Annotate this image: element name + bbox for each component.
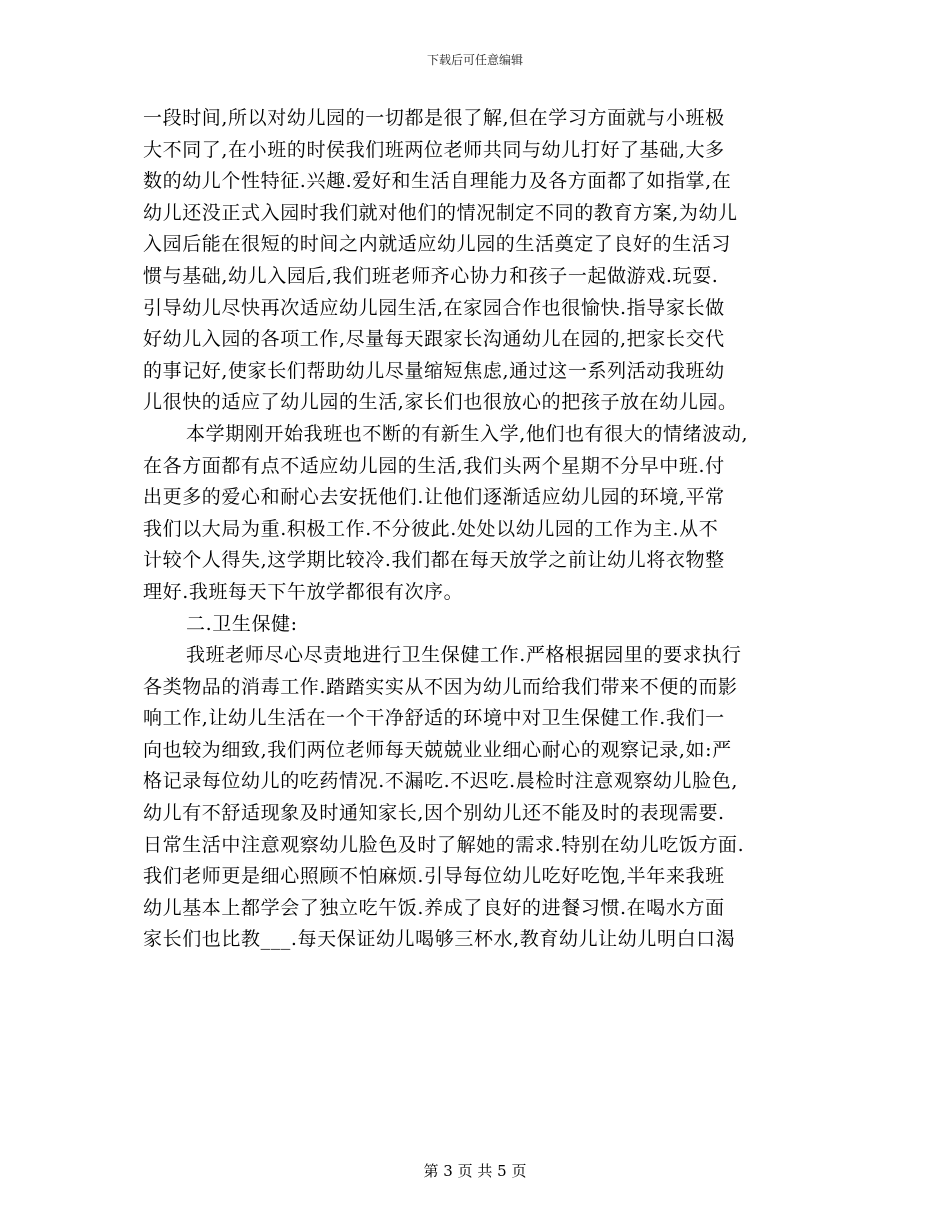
page-header: 下载后可任意编辑 bbox=[426, 53, 523, 67]
text-line: 入园后能在很短的时间之内就适应幼儿园的生活奠定了良好的生活习 bbox=[143, 233, 732, 256]
section-heading-text: 二.卫生保健: bbox=[186, 612, 298, 635]
text-line: 各类物品的消毒工作.踏踏实实从不因为幼儿而给我们带来不便的而影 bbox=[143, 675, 738, 698]
text-line: 家长们也比教___.每天保证幼儿喝够三杯水,教育幼儿让幼儿明白口渴 bbox=[143, 928, 736, 951]
text-line: 惯与基础,幼儿入园后,我们班老师齐心协力和孩子一起做游戏.玩耍. bbox=[143, 264, 719, 287]
text-line: 幼儿有不舒适现象及时通知家长,因个别幼儿还不能及时的表现需要. bbox=[143, 802, 725, 825]
text-line: 我班老师尽心尽责地进行卫生保健工作.严格根据园里的要求执行 bbox=[186, 644, 742, 667]
text-line: 大不同了,在小班的时侯我们班两位老师共同与幼儿打好了基础,大多 bbox=[143, 138, 725, 161]
section-heading bbox=[143, 609, 815, 641]
text-line: 格记录每位幼儿的吃药情况.不漏吃.不迟吃.晨检时注意观察幼儿脸色, bbox=[143, 770, 738, 793]
text-line: 引导幼儿尽快再次适应幼儿园生活,在家园合作也很愉快.指导家长做 bbox=[143, 296, 725, 319]
text-line: 计较个人得失,这学期比较冷.我们都在每天放学之前让幼儿将衣物整 bbox=[143, 549, 725, 572]
text-line: 理好.我班每天下午放学都很有次序。 bbox=[143, 580, 464, 603]
page-footer: 第 3 页 共 5 页 bbox=[423, 1162, 527, 1180]
text-line: 响工作,让幼儿生活在一个干净舒适的环境中对卫生保健工作.我们一 bbox=[143, 707, 725, 730]
paragraph bbox=[143, 419, 815, 609]
text-line: 本学期刚开始我班也不断的有新生入学,他们也有很大的情绪波动, bbox=[186, 422, 749, 445]
text-line: 我们以大局为重.积极工作.不分彼此.处处以幼儿园的工作为主.从不 bbox=[143, 517, 719, 540]
document-body bbox=[143, 103, 815, 956]
paragraph bbox=[143, 103, 815, 419]
text-line: 数的幼儿个性特征.兴趣.爱好和生活自理能力及各方面都了如指掌,在 bbox=[143, 170, 732, 193]
text-line: 日常生活中注意观察幼儿脸色及时了解她的需求.特别在幼儿吃饭方面. bbox=[143, 833, 745, 856]
text-line: 我们老师更是细心照顾不怕麻烦.引导每位幼儿吃好吃饱,半年来我班 bbox=[143, 865, 725, 888]
text-line: 幼儿基本上都学会了独立吃午饭.养成了良好的进餐习惯.在喝水方面 bbox=[143, 896, 725, 919]
text-line: 的事记好,使家长们帮助幼儿尽量缩短焦虑,通过这一系列活动我班幼 bbox=[143, 359, 725, 382]
text-line: 幼儿还没正式入园时我们就对他们的情况制定不同的教育方案,为幼儿 bbox=[143, 201, 738, 224]
text-line: 好幼儿入园的各项工作,尽量每天跟家长沟通幼儿在园的,把家长交代 bbox=[143, 328, 725, 351]
text-line: 在各方面都有点不适应幼儿园的生活,我们头两个星期不分早中班.付 bbox=[143, 454, 725, 477]
text-line: 儿很快的适应了幼儿园的生活,家长们也很放心的把孩子放在幼儿园。 bbox=[143, 391, 738, 414]
paragraph bbox=[143, 640, 815, 956]
text-line: 向也较为细致,我们两位老师每天兢兢业业细心耐心的观察记录,如:严 bbox=[143, 738, 732, 761]
text-line: 出更多的爱心和耐心去安抚他们.让他们逐渐适应幼儿园的环境,平常 bbox=[143, 486, 725, 509]
text-line: 一段时间,所以对幼儿园的一切都是很了解,但在学习方面就与小班极 bbox=[143, 107, 725, 129]
